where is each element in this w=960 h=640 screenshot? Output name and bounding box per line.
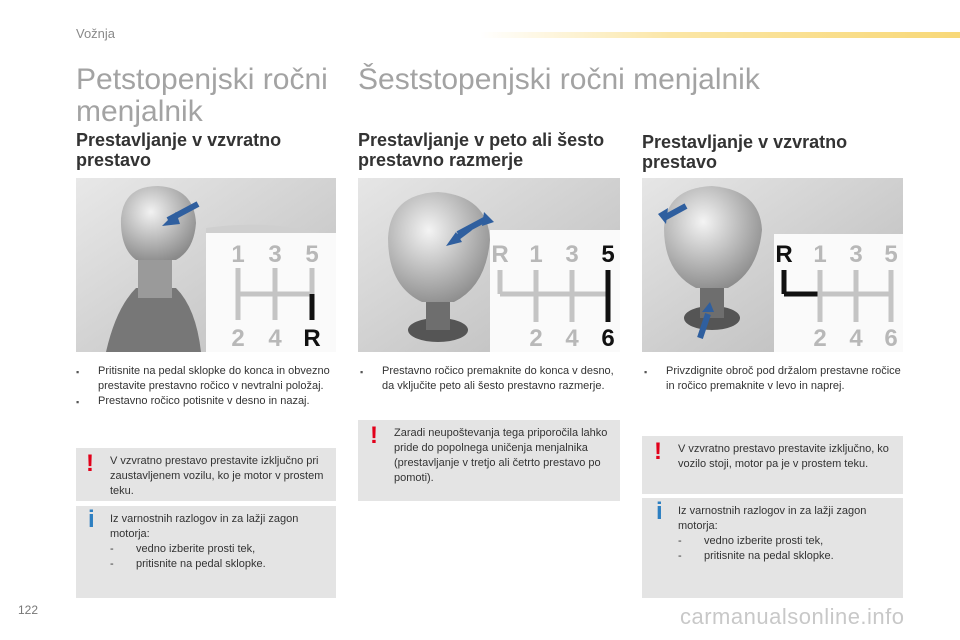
pattern-4: 4 <box>849 325 863 352</box>
pattern-2: 2 <box>529 325 543 352</box>
header-accent-bar <box>480 32 960 38</box>
col2-heading: Prestavljanje v peto ali šesto prestavno razmerje <box>358 130 605 170</box>
warning-icon: ! <box>86 450 94 477</box>
pattern-R: R <box>775 241 793 268</box>
list-item: - vedno izberite prosti tek, <box>110 543 256 555</box>
info-icon: i <box>656 498 663 525</box>
col3-instructions <box>644 364 906 394</box>
col1-shift-pattern <box>206 228 336 352</box>
col1-heading: Prestavljanje v vzvratno prestavo <box>76 130 282 170</box>
watermark: carmanualsonline.info <box>680 604 905 629</box>
page-number: 122 <box>18 603 39 617</box>
list-item: - pritisnite na pedal sklopke. <box>678 550 834 562</box>
pattern-2: 2 <box>813 325 827 352</box>
pattern-R: R <box>491 241 509 268</box>
pattern-6: 6 <box>884 325 898 352</box>
pattern-3: 3 <box>565 241 579 268</box>
info-text: Iz varnostnih razlogov in za lažji zagon motorja: - vedno izberite prosti tek, - pritisnite na pedal sklopke. <box>678 504 893 564</box>
pattern-6: 6 <box>601 325 615 352</box>
warning-text: V vzvratno prestavo prestavite izključno pri zaustavljenem vozilu, ko je motor v prostem teku. <box>110 455 324 497</box>
pattern-5: 5 <box>305 241 319 268</box>
col1-instructions <box>76 364 341 409</box>
section-label: Vožnja <box>76 26 116 41</box>
col1-info-box <box>76 506 336 598</box>
bullet-icon: ▪ <box>76 397 80 407</box>
col2-shift-pattern <box>486 234 620 352</box>
pattern-1: 1 <box>231 241 245 268</box>
col2-instructions <box>360 364 622 394</box>
list-item: ▪ Prestavno ročico potisnite v desno in nazaj. <box>76 394 341 409</box>
col3-heading: Prestavljanje v vzvratno prestavo <box>642 132 848 172</box>
pattern-3: 3 <box>849 241 863 268</box>
warning-text: V vzvratno prestavo prestavite izključno, ko vozilo stoji, motor pa je v prostem teku. <box>678 443 889 470</box>
list-item: - pritisnite na pedal sklopke. <box>110 558 266 570</box>
pattern-1: 1 <box>529 241 543 268</box>
list-item: ▪ Privzdignite obroč pod držalom prestavne ročice in ročico premaknite v levo in naprej. <box>644 365 901 392</box>
pattern-5: 5 <box>601 241 615 268</box>
warning-icon: ! <box>370 422 378 449</box>
col3-shift-pattern <box>770 234 903 352</box>
info-icon: i <box>88 506 95 533</box>
col1-warning-box <box>76 448 336 501</box>
title-six-speed: Šeststopenjski ročni menjalnik <box>358 63 760 96</box>
pattern-4: 4 <box>268 325 282 352</box>
pattern-R: R <box>303 325 321 352</box>
bullet-icon: ▪ <box>644 367 648 377</box>
bullet-icon: ▪ <box>360 367 364 377</box>
bullet-icon: ▪ <box>76 367 80 377</box>
list-item: ▪ Pritisnite na pedal sklopke do konca in obvezno prestavite prestavno ročico v nevtralni položaj. <box>76 365 330 392</box>
col2-warning-box <box>358 420 620 501</box>
warning-icon: ! <box>654 438 662 465</box>
warning-text: Zaradi neupoštevanja tega priporočila lahko pride do popolnega uničenja menjalnika (prestavljanje v tretjo ali četrto prestavo po pomoti). <box>394 427 608 484</box>
pattern-3: 3 <box>268 241 282 268</box>
list-item: - vedno izberite prosti tek, <box>678 535 824 547</box>
pattern-4: 4 <box>565 325 579 352</box>
pattern-1: 1 <box>813 241 827 268</box>
list-item: ▪ Prestavno ročico premaknite do konca v desno, da vključite peto ali šesto prestavno razmerje. <box>360 365 614 392</box>
col3-warning-box <box>642 436 903 494</box>
pattern-2: 2 <box>231 325 245 352</box>
title-five-speed: Petstopenjski ročni menjalnik <box>76 63 328 128</box>
col3-info-box <box>642 498 903 598</box>
info-text: Iz varnostnih razlogov in za lažji zagon motorja: - vedno izberite prosti tek, - pritisnite na pedal sklopke. <box>110 512 328 572</box>
pattern-5: 5 <box>884 241 898 268</box>
